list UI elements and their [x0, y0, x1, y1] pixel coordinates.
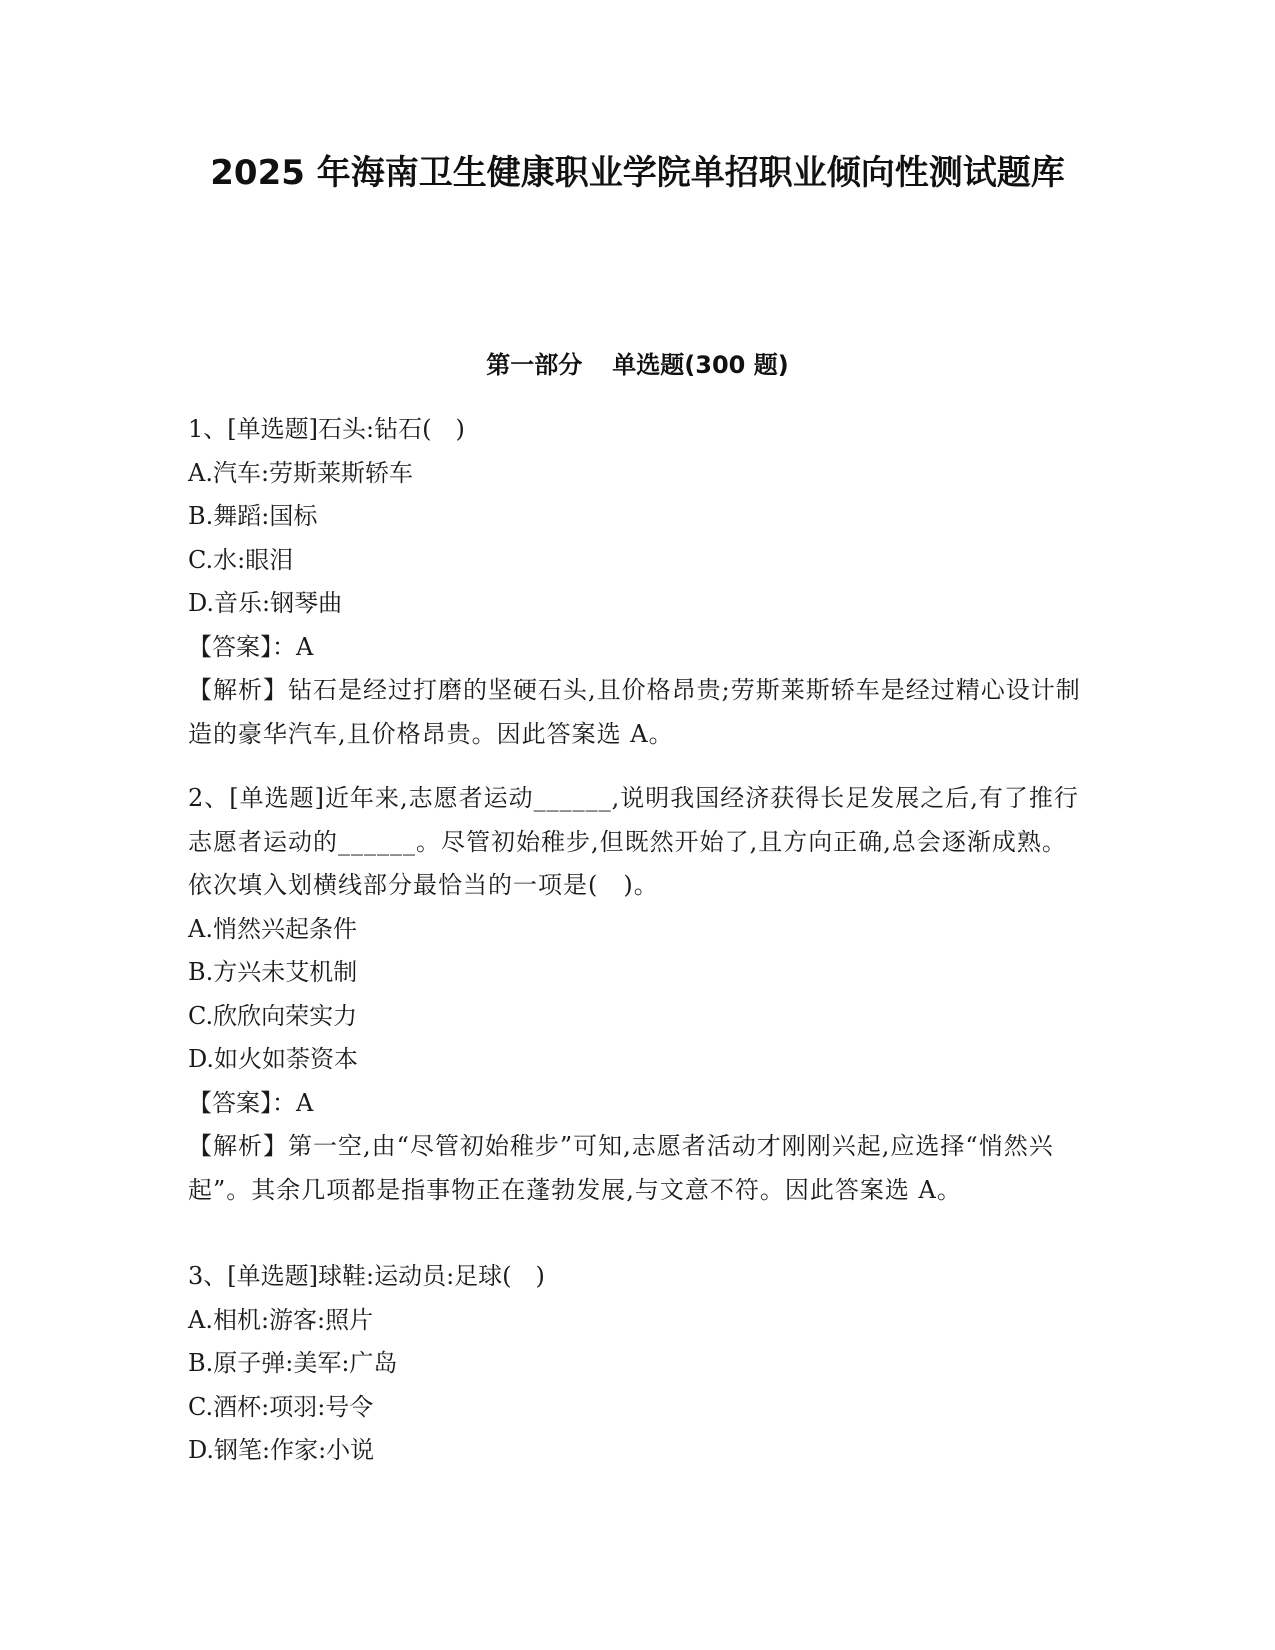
option-a: A.悄然兴起条件 — [188, 914, 357, 943]
option-c: C.酒杯:项羽:号令 — [188, 1392, 374, 1421]
option-b: B.方兴未艾机制 — [188, 958, 358, 986]
question-1 — [188, 408, 1088, 756]
option-a: A.汽车:劳斯莱斯轿车 — [188, 458, 414, 487]
answer-line: 【答案】：A — [188, 632, 314, 661]
analysis-text: 【解析】第一空,由“尽管初始稚步”可知,志愿者活动才刚刚兴起,应选择“悄然兴起”。其余几项都是指事物正在蓬勃发展,与文意不符。因此答案选 A。 — [188, 1132, 1054, 1204]
option-c: C.欣欣向荣实力 — [188, 1001, 358, 1030]
option-d: D.如火如荼资本 — [188, 1045, 359, 1073]
option-b: B.原子弹:美军:广岛 — [188, 1349, 398, 1377]
analysis-text: 【解析】钻石是经过打磨的坚硬石头,且价格昂贵;劳斯莱斯轿车是经过精心设计制造的豪华汽车,且价格昂贵。因此答案选 A。 — [188, 676, 1081, 748]
question-stem: 1、[单选题]石头:钻石( ) — [188, 415, 465, 443]
question-2 — [188, 777, 1088, 1212]
option-b: B.舞蹈:国标 — [188, 502, 318, 530]
section-heading-part: 第一部分 — [486, 351, 583, 379]
question-3 — [188, 1255, 1088, 1473]
answer-line: 【答案】：A — [188, 1088, 314, 1117]
question-stem: 3、[单选题]球鞋:运动员:足球( ) — [188, 1262, 545, 1290]
option-a: A.相机:游客:照片 — [188, 1305, 374, 1334]
option-d: D.钢笔:作家:小说 — [188, 1436, 375, 1464]
section-heading-type: 单选题(300 题) — [612, 351, 789, 379]
section-heading — [150, 348, 1125, 382]
question-stem: 2、[单选题]近年来,志愿者运动______,说明我国经济获得长足发展之后,有了推行志愿者运动的______。尽管初始稚步,但既然开始了,且方向正确,总会逐渐成熟。依次填入划横线部分最恰当的一项是( )。 — [188, 784, 1079, 899]
option-c: C.水:眼泪 — [188, 545, 294, 574]
document-title: 2025 年海南卫生健康职业学院单招职业倾向性测试题库 — [210, 153, 1065, 193]
option-d: D.音乐:钢琴曲 — [188, 589, 343, 617]
